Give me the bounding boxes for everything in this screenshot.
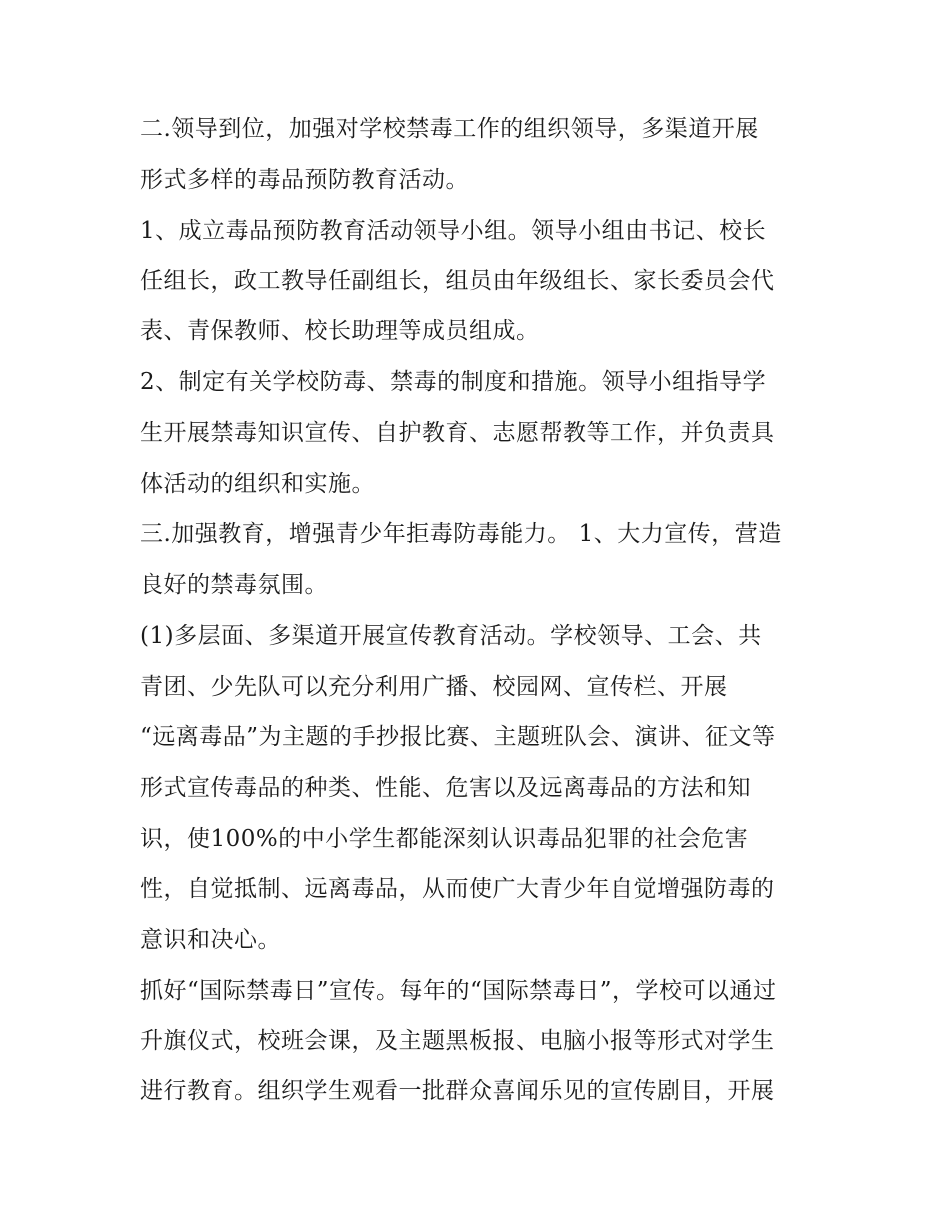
text-line: 形式多样的毒品预防教育活动。 <box>140 167 469 193</box>
text-line: 青团、少先队可以充分利用广播、校园网、宣传栏、开展 <box>140 674 728 700</box>
text-line: 形式宣传毒品的种类、性能、危害以及远离毒品的方法和知 <box>140 775 751 801</box>
text-line: 良好的禁毒氛围。 <box>140 572 328 598</box>
text-line: 意识和决心。 <box>140 927 281 953</box>
text-line: 体活动的组织和实施。 <box>140 471 375 497</box>
text-line: 升旗仪式，校班会课，及主题黑板报、电脑小报等形式对学生 <box>140 1028 775 1054</box>
text-line: 进行教育。组织学生观看一批群众喜闻乐见的宣传剧目，开展 <box>140 1078 775 1104</box>
text-line: “远离毒品”为主题的手抄报比赛、主题班队会、演讲、征文等 <box>140 724 776 750</box>
text-line: 性，自觉抵制、远离毒品，从而使广大青少年自觉增强防毒的 <box>140 876 775 902</box>
text-line: 二.领导到位，加强对学校禁毒工作的组织领导，多渠道开展 <box>140 116 759 142</box>
text-line: 任组长，政工教导任副组长，组员由年级组长、家长委员会代 <box>140 268 775 294</box>
text-line: 表、青保教师、校长助理等成员组成。 <box>140 318 540 344</box>
text-line: 三.加强教育，增强青少年拒毒防毒能力。 1、大力宣传，营造 <box>140 521 782 547</box>
text-line: 生开展禁毒知识宣传、自护教育、志愿帮教等工作，并负责具 <box>140 420 775 446</box>
text-line: 识，使100%的中小学生都能深刻认识毒品犯罪的社会危害 <box>140 826 749 852</box>
text-line: 1、成立毒品预防教育活动领导小组。领导小组由书记、校长 <box>140 218 767 244</box>
text-line: 2、制定有关学校防毒、禁毒的制度和措施。领导小组指导学 <box>140 369 767 395</box>
text-line: (1)多层面、多渠道开展宣传教育活动。学校领导、工会、共 <box>140 623 762 649</box>
text-line: 抓好“国际禁毒日”宣传。每年的“国际禁毒日”，学校可以通过 <box>140 978 777 1004</box>
